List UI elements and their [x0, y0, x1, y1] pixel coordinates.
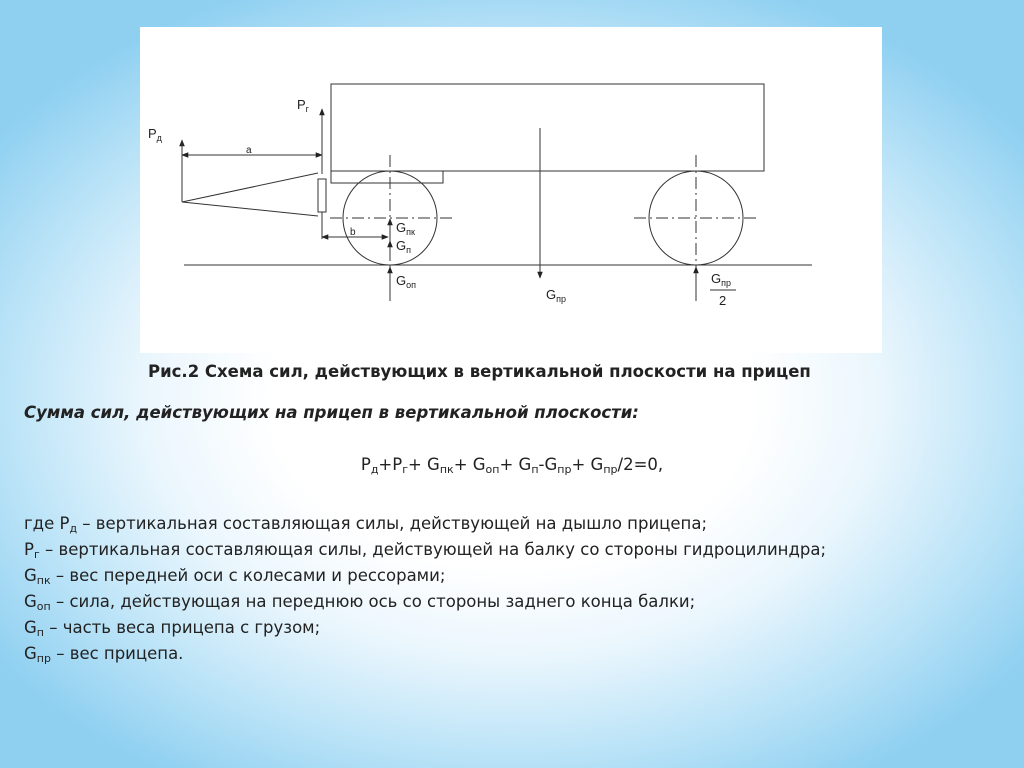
- equation-subscript: пк: [439, 463, 454, 476]
- gpr-label: $G_{пр}$: [546, 287, 567, 304]
- definition-symbol: G: [24, 618, 37, 637]
- section-heading: Сумма сил, действующих на прицеп в вертикальной плоскости:: [24, 403, 639, 422]
- definition-subscript: п: [36, 626, 44, 639]
- definition-text: – сила, действующая на переднюю ось со стороны заднего конца балки;: [50, 592, 696, 611]
- definition-row: [24, 563, 1014, 589]
- equation-term: +Р: [378, 455, 403, 474]
- gp-label: $G_п$: [396, 238, 411, 255]
- definition-text: – вертикальная составляющая силы, действующей на балку со стороны гидроцилиндра;: [39, 540, 827, 559]
- dim-a-label: a: [246, 145, 252, 156]
- force-diagram-panel: [140, 27, 882, 353]
- gpr2-denominator: 2: [719, 293, 727, 308]
- definition-row: [24, 641, 1014, 667]
- definition-text: – вертикальная составляющая силы, действующей на дышло прицепа;: [77, 514, 708, 533]
- definition-prefix: где: [24, 514, 60, 533]
- equation-subscript: д: [370, 463, 379, 476]
- equation-term: Р: [360, 455, 371, 474]
- definition-subscript: пк: [36, 574, 51, 587]
- equation-subscript: п: [531, 463, 539, 476]
- equation-term: + G: [499, 455, 532, 474]
- equation-subscript: пр: [603, 463, 618, 476]
- equation-subscript: г: [402, 463, 408, 476]
- definition-row: [24, 615, 1014, 641]
- pd-label: $Р_д$: [148, 126, 162, 143]
- definition-subscript: оп: [36, 600, 51, 613]
- definition-text: – вес прицепа.: [50, 644, 184, 663]
- definition-symbol: Р: [24, 540, 34, 559]
- definition-subscript: г: [33, 548, 40, 561]
- front-bogie-block: [331, 171, 443, 183]
- gop-label: $G_{оп}$: [396, 273, 417, 290]
- equation-term: + G: [571, 455, 604, 474]
- definition-row: [24, 589, 1014, 615]
- hydraulic-cylinder: [318, 179, 326, 212]
- pg-label: $Р_г$: [297, 97, 309, 114]
- equation-term: + G: [407, 455, 440, 474]
- definition-text: – вес передней оси с колесами и рессорами;: [50, 566, 446, 585]
- definition-symbol: G: [24, 644, 37, 663]
- definition-row: [24, 511, 1014, 537]
- trailer-body: [331, 84, 764, 171]
- equation-subscript: пр: [557, 463, 572, 476]
- force-equation: [0, 455, 1024, 476]
- definition-text: – часть веса прицепа с грузом;: [44, 618, 321, 637]
- definition-row: [24, 537, 1014, 563]
- drawbar-upper: [182, 173, 318, 202]
- equation-term: + G: [453, 455, 486, 474]
- figure-caption: Рис.2 Схема сил, действующих в вертикальной плоскости на прицеп: [148, 362, 811, 381]
- definition-symbol: Р: [59, 514, 70, 533]
- definition-symbol: G: [24, 566, 37, 585]
- definitions-list: [24, 511, 1014, 667]
- drawbar-lower: [182, 202, 318, 216]
- dim-b-label: b: [350, 227, 356, 238]
- equation-subscript: оп: [485, 463, 500, 476]
- definition-subscript: д: [69, 522, 78, 535]
- gpr2-label: $G_{пр}$: [711, 271, 732, 288]
- equation-term: /2=0,: [617, 455, 664, 474]
- equation-term: -G: [538, 455, 558, 474]
- gpk-label: $G_{пк}$: [396, 220, 415, 237]
- definition-subscript: пр: [36, 652, 51, 665]
- force-diagram: [140, 27, 882, 353]
- definition-symbol: G: [24, 592, 37, 611]
